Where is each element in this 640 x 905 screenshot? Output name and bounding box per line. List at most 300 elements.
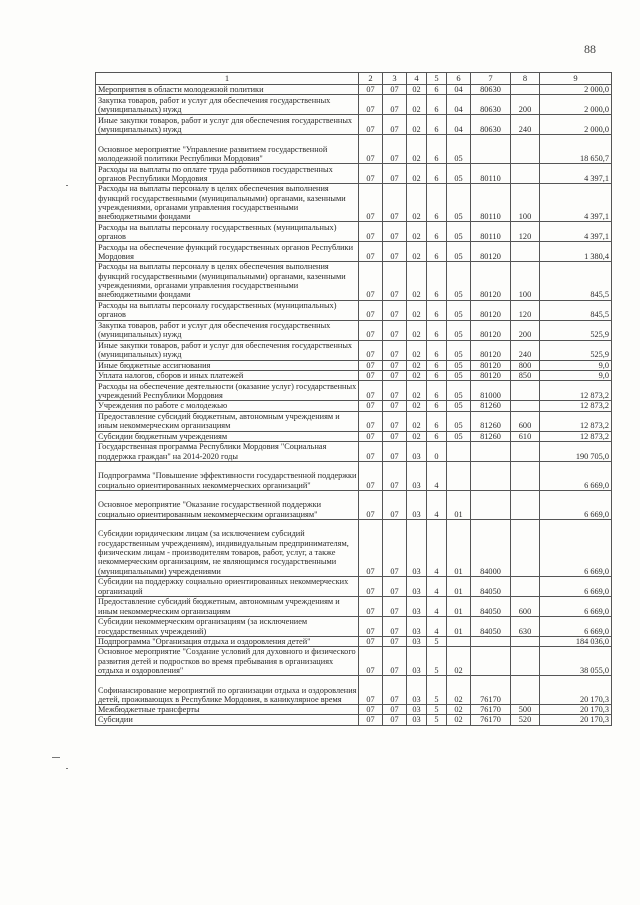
row-name: Иные закупки товаров, работ и услуг для обеспечения государственных (муниципальных) нужд [96,340,359,360]
col-9-amount: 9,0 [540,360,612,370]
table-row [96,647,612,676]
col-9-amount: 4 397,1 [540,184,612,222]
col-6: 02 [447,715,471,725]
table-body [96,85,612,726]
col-5: 6 [427,340,447,360]
col-3: 07 [383,85,407,95]
header-cell: 4 [407,73,427,85]
col-6: 01 [447,490,471,519]
col-7 [471,461,511,490]
col-2: 07 [359,401,383,411]
col-6: 05 [447,411,471,431]
col-4: 02 [407,401,427,411]
col-5: 5 [427,715,447,725]
table-row [96,95,612,115]
col-3: 07 [383,164,407,184]
row-name: Уплата налогов, сборов и иных платежей [96,370,359,380]
table-row [96,381,612,401]
col-8 [511,164,540,184]
col-8 [511,461,540,490]
col-2: 07 [359,135,383,164]
col-7: 80630 [471,95,511,115]
col-2: 07 [359,222,383,242]
col-8: 600 [511,596,540,616]
col-8: 610 [511,431,540,441]
col-3: 07 [383,461,407,490]
table-row [96,222,612,242]
col-8 [511,676,540,705]
table-row [96,411,612,431]
col-9-amount: 38 055,0 [540,647,612,676]
col-4: 02 [407,262,427,300]
col-4: 02 [407,300,427,320]
col-3: 07 [383,360,407,370]
col-2: 07 [359,576,383,596]
col-4: 03 [407,490,427,519]
col-9-amount: 9,0 [540,370,612,380]
col-7: 84050 [471,616,511,636]
row-name: Расходы на выплаты персоналу в целях обеспечения выполнения функций государственными (муниципальными) органами, казенными учреждениями, органами управления государственными внебюджетными фондами [96,184,359,222]
col-3: 07 [383,381,407,401]
col-9-amount: 20 170,3 [540,705,612,715]
row-name: Учреждения по работе с молодежью [96,401,359,411]
col-2: 07 [359,95,383,115]
col-7 [471,441,511,461]
col-2: 07 [359,381,383,401]
col-6: 05 [447,381,471,401]
col-7: 84000 [471,519,511,576]
table-row [96,115,612,135]
col-8 [511,242,540,262]
col-7: 80120 [471,242,511,262]
col-7: 80120 [471,360,511,370]
col-8: 850 [511,370,540,380]
col-7: 84050 [471,596,511,616]
col-5: 4 [427,519,447,576]
col-3: 07 [383,262,407,300]
col-8 [511,576,540,596]
col-5: 6 [427,381,447,401]
col-7: 80120 [471,340,511,360]
col-8: 100 [511,184,540,222]
col-9-amount: 4 397,1 [540,164,612,184]
row-name: Предоставление субсидий бюджетным, автономным учреждениям и иным некоммерческим организациям [96,411,359,431]
col-6: 05 [447,184,471,222]
col-6: 04 [447,115,471,135]
table-row [96,441,612,461]
col-3: 07 [383,340,407,360]
col-7 [471,490,511,519]
col-9-amount: 2 000,0 [540,95,612,115]
col-3: 07 [383,242,407,262]
col-6: 02 [447,705,471,715]
col-4: 03 [407,576,427,596]
row-name: Закупка товаров, работ и услуг для обеспечения государственных (муниципальных) нужд [96,320,359,340]
col-4: 03 [407,705,427,715]
header-cell: 1 [96,73,359,85]
col-7: 80110 [471,164,511,184]
col-3: 07 [383,441,407,461]
row-name: Софинансирование мероприятий по организации отдыха и оздоровления детей, проживающих в Республике Мордовия, в каникулярное время [96,676,359,705]
col-9-amount: 1 380,4 [540,242,612,262]
col-7: 81260 [471,431,511,441]
row-name: Расходы на обеспечение функций государственных органов Республики Мордовия [96,242,359,262]
col-3: 07 [383,519,407,576]
col-2: 07 [359,461,383,490]
row-name: Иные закупки товаров, работ и услуг для обеспечения государственных (муниципальных) нужд [96,115,359,135]
col-7: 80630 [471,115,511,135]
col-7 [471,636,511,646]
col-3: 07 [383,184,407,222]
col-5: 0 [427,441,447,461]
table-row [96,135,612,164]
budget-table [95,72,612,726]
col-2: 07 [359,596,383,616]
col-4: 02 [407,135,427,164]
col-6: 05 [447,242,471,262]
col-5: 6 [427,431,447,441]
col-7 [471,647,511,676]
col-5: 6 [427,135,447,164]
col-5: 4 [427,461,447,490]
col-5: 6 [427,370,447,380]
col-2: 07 [359,242,383,262]
col-4: 02 [407,85,427,95]
row-name: Закупка товаров, работ и услуг для обеспечения государственных (муниципальных) нужд [96,95,359,115]
col-4: 03 [407,636,427,646]
col-3: 07 [383,431,407,441]
col-8: 800 [511,360,540,370]
table-row [96,184,612,222]
col-6: 02 [447,647,471,676]
header-cell: 2 [359,73,383,85]
col-5: 6 [427,184,447,222]
col-6: 01 [447,616,471,636]
col-8: 100 [511,262,540,300]
col-9-amount: 6 669,0 [540,519,612,576]
col-4: 03 [407,616,427,636]
col-7: 80110 [471,184,511,222]
col-2: 07 [359,636,383,646]
table-row [96,715,612,725]
col-6 [447,441,471,461]
col-4: 02 [407,411,427,431]
col-9-amount: 6 669,0 [540,616,612,636]
col-9-amount: 190 705,0 [540,441,612,461]
row-name: Субсидии некоммерческим организациям (за исключением государственных учреждений) [96,616,359,636]
row-name: Субсидии бюджетным учреждениям [96,431,359,441]
col-9-amount: 6 669,0 [540,461,612,490]
col-5: 6 [427,115,447,135]
col-2: 07 [359,262,383,300]
col-7: 80120 [471,370,511,380]
col-3: 07 [383,715,407,725]
header-cell: 9 [540,73,612,85]
col-6: 04 [447,95,471,115]
col-8: 520 [511,715,540,725]
col-8: 120 [511,300,540,320]
col-4: 02 [407,222,427,242]
table-row [96,340,612,360]
table-row [96,461,612,490]
col-5: 6 [427,95,447,115]
row-name: Подпрограмма "Повышение эффективности государственной поддержки социально ориентированных некоммерческих организаций" [96,461,359,490]
col-4: 02 [407,184,427,222]
col-8: 120 [511,222,540,242]
col-6: 02 [447,676,471,705]
col-8 [511,135,540,164]
table-row [96,370,612,380]
col-9-amount: 6 669,0 [540,576,612,596]
col-5: 6 [427,262,447,300]
col-4: 02 [407,340,427,360]
col-3: 07 [383,576,407,596]
col-6: 05 [447,401,471,411]
col-3: 07 [383,320,407,340]
col-7: 81000 [471,381,511,401]
col-3: 07 [383,115,407,135]
table-header-row [96,73,612,85]
col-2: 07 [359,676,383,705]
col-9-amount: 845,5 [540,300,612,320]
col-5: 4 [427,576,447,596]
row-name: Предоставление субсидий бюджетным, автономным учреждениям и иным некоммерческим организациям [96,596,359,616]
col-8 [511,519,540,576]
col-9-amount: 20 170,3 [540,715,612,725]
header-cell: 7 [471,73,511,85]
col-4: 03 [407,441,427,461]
table-row [96,616,612,636]
row-name: Субсидии [96,715,359,725]
col-5: 6 [427,164,447,184]
table-row [96,705,612,715]
table-row [96,320,612,340]
col-2: 07 [359,360,383,370]
col-3: 07 [383,135,407,164]
col-3: 07 [383,647,407,676]
header-cell: 3 [383,73,407,85]
col-5: 4 [427,596,447,616]
col-2: 07 [359,715,383,725]
col-5: 6 [427,222,447,242]
col-6: 05 [447,135,471,164]
col-6: 05 [447,300,471,320]
row-name: Иные бюджетные ассигнования [96,360,359,370]
col-8 [511,85,540,95]
col-2: 07 [359,441,383,461]
table-row [96,596,612,616]
col-5: 5 [427,676,447,705]
col-3: 07 [383,490,407,519]
col-8: 240 [511,340,540,360]
col-8: 200 [511,320,540,340]
page-number: 88 [584,42,596,56]
col-6 [447,461,471,490]
row-name: Основное мероприятие "Управление развитием государственной молодежной политики Республики Мордовия" [96,135,359,164]
col-9-amount: 2 000,0 [540,115,612,135]
table-row [96,242,612,262]
col-5: 4 [427,490,447,519]
col-2: 07 [359,164,383,184]
col-2: 07 [359,370,383,380]
col-5: 6 [427,401,447,411]
col-3: 07 [383,705,407,715]
row-name: Расходы на обеспечение деятельности (оказание услуг) государственных учреждений Республики Мордовия [96,381,359,401]
col-8 [511,647,540,676]
table-row [96,85,612,95]
col-8 [511,636,540,646]
col-8 [511,441,540,461]
col-7: 81260 [471,401,511,411]
col-4: 02 [407,95,427,115]
col-2: 07 [359,519,383,576]
col-6: 01 [447,596,471,616]
col-8: 200 [511,95,540,115]
header-cell: 8 [511,73,540,85]
col-9-amount: 525,9 [540,320,612,340]
table-row [96,490,612,519]
col-7: 76170 [471,705,511,715]
col-6: 05 [447,262,471,300]
col-2: 07 [359,616,383,636]
col-5: 5 [427,636,447,646]
table-row [96,636,612,646]
col-4: 03 [407,519,427,576]
col-7: 80120 [471,300,511,320]
col-8: 500 [511,705,540,715]
row-name: Мероприятия в области молодежной политики [96,85,359,95]
col-6: 05 [447,370,471,380]
col-2: 07 [359,320,383,340]
col-4: 02 [407,370,427,380]
col-6: 05 [447,431,471,441]
col-2: 07 [359,85,383,95]
col-7: 80630 [471,85,511,95]
row-name: Субсидии на поддержку социально ориентированных некоммерческих организаций [96,576,359,596]
col-9-amount: 525,9 [540,340,612,360]
col-2: 07 [359,647,383,676]
col-4: 03 [407,461,427,490]
col-4: 02 [407,242,427,262]
col-3: 07 [383,300,407,320]
table-row [96,262,612,300]
col-9-amount: 20 170,3 [540,676,612,705]
col-3: 07 [383,222,407,242]
row-name: Расходы на выплаты персоналу в целях обеспечения выполнения функций государственными (муниципальными) органами, казенными учреждениями, органами управления государственными внебюджетными фондами [96,262,359,300]
table-row [96,431,612,441]
col-3: 07 [383,616,407,636]
col-4: 02 [407,115,427,135]
col-4: 02 [407,431,427,441]
col-7: 80120 [471,320,511,340]
col-8 [511,381,540,401]
col-6: 04 [447,85,471,95]
row-name: Расходы на выплаты персоналу государственных (муниципальных) органов [96,300,359,320]
col-2: 07 [359,340,383,360]
col-7: 80120 [471,262,511,300]
col-7: 84050 [471,576,511,596]
table-row [96,401,612,411]
col-7: 80110 [471,222,511,242]
col-2: 07 [359,705,383,715]
row-name: Расходы на выплаты персоналу государственных (муниципальных) органов [96,222,359,242]
col-8 [511,401,540,411]
col-9-amount: 12 873,2 [540,411,612,431]
col-5: 6 [427,85,447,95]
row-name: Государственная программа Республики Мордовия "Социальная поддержка граждан" на 2014-2020 годы [96,441,359,461]
col-9-amount: 4 397,1 [540,222,612,242]
header-cell: 5 [427,73,447,85]
col-6: 05 [447,164,471,184]
row-name: Расходы на выплаты по оплате труда работников государственных органов Республики Мордовия [96,164,359,184]
row-name: Субсидии юридическим лицам (за исключением субсидий государственным учреждениям), индивидуальным предпринимателям, физическим лицам - производителям товаров, работ, услуг, а также некоммерческим организациям, не являющимся государственными (муниципальными) учреждениями [96,519,359,576]
header-cell: 6 [447,73,471,85]
col-3: 07 [383,636,407,646]
table-row [96,576,612,596]
col-2: 07 [359,300,383,320]
col-9-amount: 12 873,2 [540,381,612,401]
col-9-amount: 2 000,0 [540,85,612,95]
col-7: 76170 [471,715,511,725]
col-8: 630 [511,616,540,636]
col-8 [511,490,540,519]
col-3: 07 [383,596,407,616]
col-9-amount: 12 873,2 [540,431,612,441]
col-5: 6 [427,320,447,340]
scan-speck [66,768,68,769]
table-row [96,164,612,184]
col-4: 02 [407,360,427,370]
col-3: 07 [383,411,407,431]
row-name: Основное мероприятие "Создание условий для духовного и физического развития детей и подростков во время пребывания в организациях отдыха и оздоровления" [96,647,359,676]
col-6: 05 [447,360,471,370]
col-3: 07 [383,676,407,705]
col-9-amount: 6 669,0 [540,596,612,616]
col-9-amount: 845,5 [540,262,612,300]
col-5: 5 [427,647,447,676]
col-9-amount: 184 036,0 [540,636,612,646]
scan-speck [52,757,60,758]
row-name: Подпрограмма "Организация отдыха и оздоровления детей" [96,636,359,646]
col-2: 07 [359,411,383,431]
scan-speck [66,185,68,186]
col-5: 6 [427,242,447,262]
col-5: 6 [427,411,447,431]
col-9-amount: 6 669,0 [540,490,612,519]
col-3: 07 [383,370,407,380]
table-row [96,676,612,705]
col-2: 07 [359,184,383,222]
col-6: 05 [447,320,471,340]
table-row [96,360,612,370]
col-9-amount: 18 650,7 [540,135,612,164]
col-7: 81260 [471,411,511,431]
row-name: Основное мероприятие "Оказание государственной поддержки социально ориентированным некоммерческим организациям" [96,490,359,519]
col-4: 02 [407,320,427,340]
table-row [96,519,612,576]
col-6: 01 [447,576,471,596]
col-7: 76170 [471,676,511,705]
col-5: 4 [427,616,447,636]
col-4: 03 [407,715,427,725]
col-6: 05 [447,340,471,360]
col-4: 03 [407,596,427,616]
col-2: 07 [359,115,383,135]
col-9-amount: 12 873,2 [540,401,612,411]
col-4: 03 [407,676,427,705]
col-4: 02 [407,381,427,401]
col-4: 02 [407,164,427,184]
